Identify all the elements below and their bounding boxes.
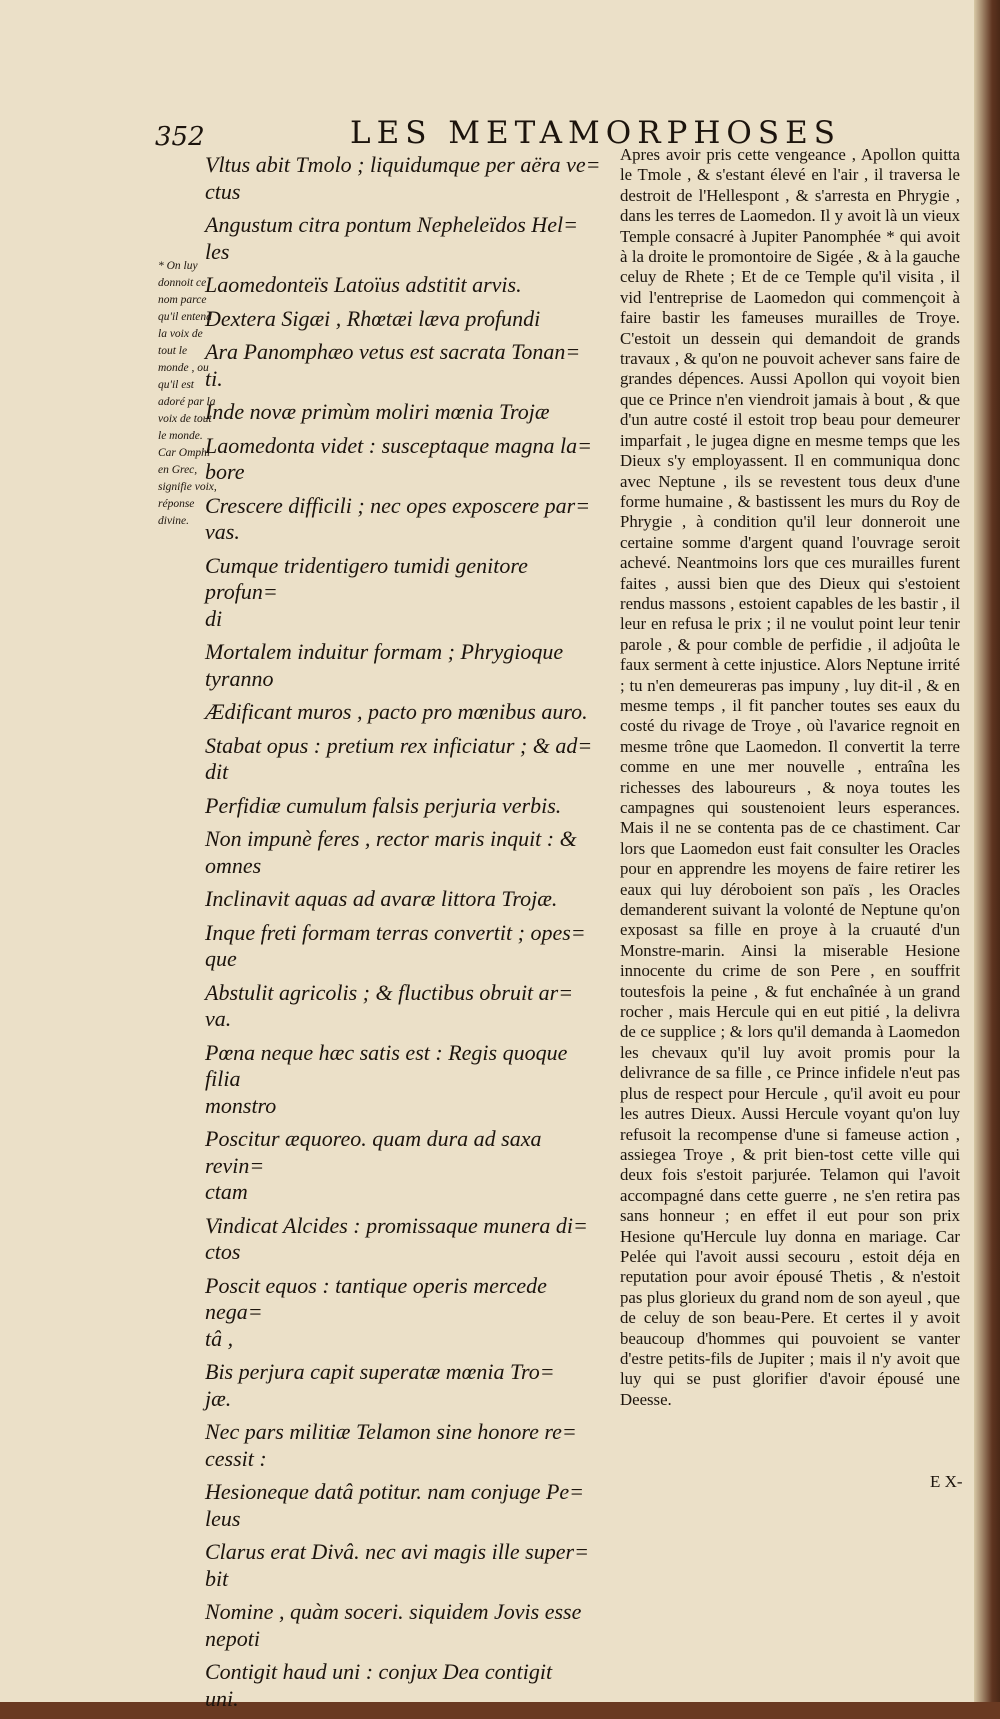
verse-continuation: dit bbox=[205, 759, 229, 784]
verse-text: Ædificant muros , pacto pro mœnibus auro. bbox=[205, 699, 588, 724]
verse-text: Inde novæ primùm moliri mœnia Trojæ bbox=[205, 399, 550, 424]
book-gutter bbox=[974, 0, 1000, 1702]
verse-continuation: monstro bbox=[205, 1092, 277, 1118]
verse-text: Vltus abit Tmolo ; liquidumque per aëra ve= bbox=[205, 152, 601, 177]
verse-continuation: va. bbox=[205, 1006, 232, 1031]
verse-text: Nec pars militiæ Telamon sine honore re= bbox=[205, 1419, 577, 1444]
verse-line bbox=[205, 1659, 605, 1712]
verse-text: Stabat opus : pretium rex inficiatur ; & ad= bbox=[205, 732, 593, 758]
verse-text: Poscitur æquoreo. quam dura ad saxa revin= bbox=[205, 1126, 542, 1178]
verse-text: Angustum citra pontum Nepheleïdos Hel= bbox=[205, 212, 578, 237]
verse-line bbox=[205, 339, 605, 392]
verse-line bbox=[205, 826, 605, 879]
verse-text: Nomine , quàm soceri. siquidem Jovis esse bbox=[205, 1599, 582, 1624]
verse-line bbox=[205, 1479, 605, 1532]
verse-continuation: omnes bbox=[205, 852, 262, 878]
verse-line bbox=[205, 1359, 605, 1412]
verse-line bbox=[205, 553, 605, 633]
verse-text: Inque freti formam terras convertit ; opes= bbox=[205, 919, 586, 945]
verse-line bbox=[205, 1273, 605, 1353]
verse-line bbox=[205, 1213, 605, 1266]
verse-continuation: cessit : bbox=[205, 1445, 267, 1471]
verse-line bbox=[205, 1539, 605, 1592]
verse-continuation: ctos bbox=[205, 1239, 241, 1264]
verse-text: Non impunè feres , rector maris inquit : & bbox=[205, 826, 577, 851]
verse-line bbox=[205, 1599, 605, 1652]
verse-text: Laomedonta videt : susceptaque magna la= bbox=[205, 432, 592, 458]
verse-continuation: bit bbox=[205, 1565, 229, 1591]
verse-line bbox=[205, 1040, 605, 1120]
verse-continuation: ctam bbox=[205, 1179, 248, 1204]
verse-line bbox=[205, 212, 605, 265]
verse-line bbox=[205, 886, 605, 913]
catchword: E X- bbox=[930, 1472, 963, 1491]
verse-text: Laomedonteïs Latoïus adstitit arvis. bbox=[205, 272, 522, 297]
verse-line bbox=[205, 793, 605, 820]
verse-line bbox=[205, 980, 605, 1033]
verse-text: Mortalem induitur formam ; Phrygioque bbox=[205, 639, 564, 664]
verse-line bbox=[205, 152, 605, 205]
verse-continuation: vas. bbox=[205, 519, 240, 544]
margin-note: * On luy donnoit ce nom parce qu'il entend la voix de tout le monde , ou qu'il est adoré par la voix de tout le monde. Car Omphi en Grec, signifie voix, réponse divine. bbox=[158, 260, 217, 527]
verse-continuation: ti. bbox=[205, 365, 223, 391]
verse-continuation: di bbox=[205, 605, 223, 631]
verse-continuation: jæ. bbox=[205, 1385, 232, 1411]
verse-continuation: uni. bbox=[205, 1685, 239, 1711]
verse-continuation: tâ , bbox=[205, 1325, 234, 1351]
verse-text: Contigit haud uni : conjux Dea contigit bbox=[205, 1659, 553, 1684]
verse-text: Abstulit agricolis ; & fluctibus obruit ar= bbox=[205, 979, 574, 1005]
verse-text: Dextera Sigæi , Rhœtæi læva profundi bbox=[205, 305, 541, 331]
verse-continuation: nepoti bbox=[205, 1625, 260, 1651]
verse-line bbox=[205, 639, 605, 692]
verse-continuation: bore bbox=[205, 459, 245, 484]
verse-line bbox=[205, 699, 605, 726]
verse-text: Perfidiæ cumulum falsis perjuria verbis. bbox=[205, 792, 562, 818]
verse-text: Bis perjura capit superatæ mœnia Tro= bbox=[205, 1359, 555, 1384]
verse-continuation: ctus bbox=[205, 178, 241, 204]
running-title: LES METAMORPHOSES bbox=[350, 115, 841, 151]
page-number: 352 bbox=[155, 122, 205, 152]
latin-verse-column bbox=[205, 152, 605, 1719]
verse-text: Ara Panomphæo vetus est sacrata Tonan= bbox=[205, 339, 581, 364]
french-prose-column: Apres avoir pris cette vengeance , Apollon quitta le Tmole , & s'estant élevé en l'air , il traversa le destroit de l'Hellespont , & s'arresta en Phrygie , dans les terres de Laomedon. Il y avoit là un vieux Temple consacré à Jupiter Panomphée * qui avoit à la droite le promontoire de Sigée , & à la gauche celuy de Rhete ; Et de ce Temple qu'il visita , il vid l'entreprise de Laomedon qui commençoit à faire bastir les fameuses murailles de Troye. C'estoit un dessein qui demandoit de grands travaux , & qu'on ne pouvoit achever sans faire de grandes dépences. Aussi Apollon qui voyoit bien que ce Prince n'en viendroit jamais à bout , & que d'un autre costé il estoit trop beau pour demeurer imparfait , le jugea digne en mesme temps que les Dieux s'y employassent. Il en communiqua donc avec Neptune , ils se revestent tous deux d'une forme humaine , & bastissent les murs du Roy de Phrygie , à condition qu'il leur donneroit une certaine somme d'argent quand l'ouvrage seroit achevé. Neantmoins lors que ces murailles furent faites , aussi bien que des Dieux qui s'estoient rendus massons , estoient capables de les bastir , il leur en refusa le prix ; il ne voulut point leur tenir parole , & pour comble de perfidie , il adjoûta le faux serment à cette injustice. Alors Neptune irrité ; tu n'en demeureras pas impuny , luy dit-il , & en mesme temps , il fit pancher toutes ses eaux du costé du rivage de Troye , où l'avarice regnoit en mesme trône que Laomedon. Il convertit la terre comme en une mer nouvelle , entraîna les richesses des laboureurs , & noya toutes les campagnes qui soustenoient leurs esperances. Mais il ne se contenta pas de ce chastiment. Car lors que Laomedon eust fait consulter les Oracles pour en apprendre les moyens de faire retirer les eaux qui luy déroboient son païs , les Oracles demanderent suivant la volonté de Neptune qu'on exposast sa fille en proye à la cruauté d'un Monstre-marin. Ainsi la miserable Hesione innocente du crime de son Pere , en souffrit toutesfois la peine , & fut enchaînée à un grand rocher , mais Hercule qui en eut pitié , la delivra de ce supplice ; & lors qu'il demanda à Laomedon les chevaux qu'il luy avoit promis pour la delivrance de sa fille , ce Prince infidele n'eut pas plus de respect pour Hercule , qu'il avoit eu pour les autres Dieux. Aussi Hercule voyant qu'on luy refusoit la recompense d'une si fameuse action , assiegea Troye , & prit bien-tost cette ville qui deux fois s'estoit parjurée. Telamon qui l'avoit accompagné dans cette guerre , ne s'en retira pas sans honneur ; en effet il eut pour son prix Hesione qu'Hercule luy donna en mariage. Car Pelée qui l'avoit aussi secouru , estoit déja en reputation pour avoir épousé Thetis , & n'estoit pas plus glorieux du grand nom de son ayeul , que de celuy de son beau-Pere. Et certes il y avoit beaucoup d'hommes qui pouvoient se vanter d'estre petits-fils de Jupiter ; mais il n'y avoit que luy qui se pust glorifier d'avoir épousé une Deesse. bbox=[620, 145, 960, 1409]
verse-text: Cumque tridentigero tumidi genitore profun= bbox=[205, 552, 528, 604]
verse-text: Poscit equos : tantique operis mercede nega= bbox=[205, 1272, 547, 1324]
verse-line bbox=[205, 733, 605, 786]
verse-text: Crescere difficili ; nec opes exposcere par= bbox=[205, 492, 591, 518]
verse-line bbox=[205, 920, 605, 973]
verse-line bbox=[205, 1126, 605, 1206]
verse-text: Vindicat Alcides : promissaque munera di= bbox=[205, 1212, 588, 1238]
verse-continuation: tyranno bbox=[205, 665, 274, 691]
verse-line bbox=[205, 399, 605, 426]
verse-continuation: leus bbox=[205, 1505, 241, 1531]
verse-line bbox=[205, 1419, 605, 1472]
verse-continuation: que bbox=[205, 946, 237, 971]
verse-text: Inclinavit aquas ad avaræ littora Trojæ. bbox=[205, 886, 558, 911]
verse-continuation: les bbox=[205, 238, 230, 264]
verse-text: Clarus erat Divâ. nec avi magis ille super= bbox=[205, 1539, 589, 1564]
verse-text: Pœna neque hæc satis est : Regis quoque filia bbox=[205, 1039, 568, 1091]
verse-line bbox=[205, 493, 605, 546]
verse-line bbox=[205, 272, 605, 299]
verse-line bbox=[205, 433, 605, 486]
verse-text: Hesioneque datâ potitur. nam conjuge Pe= bbox=[205, 1479, 585, 1504]
verse-line bbox=[205, 306, 605, 333]
